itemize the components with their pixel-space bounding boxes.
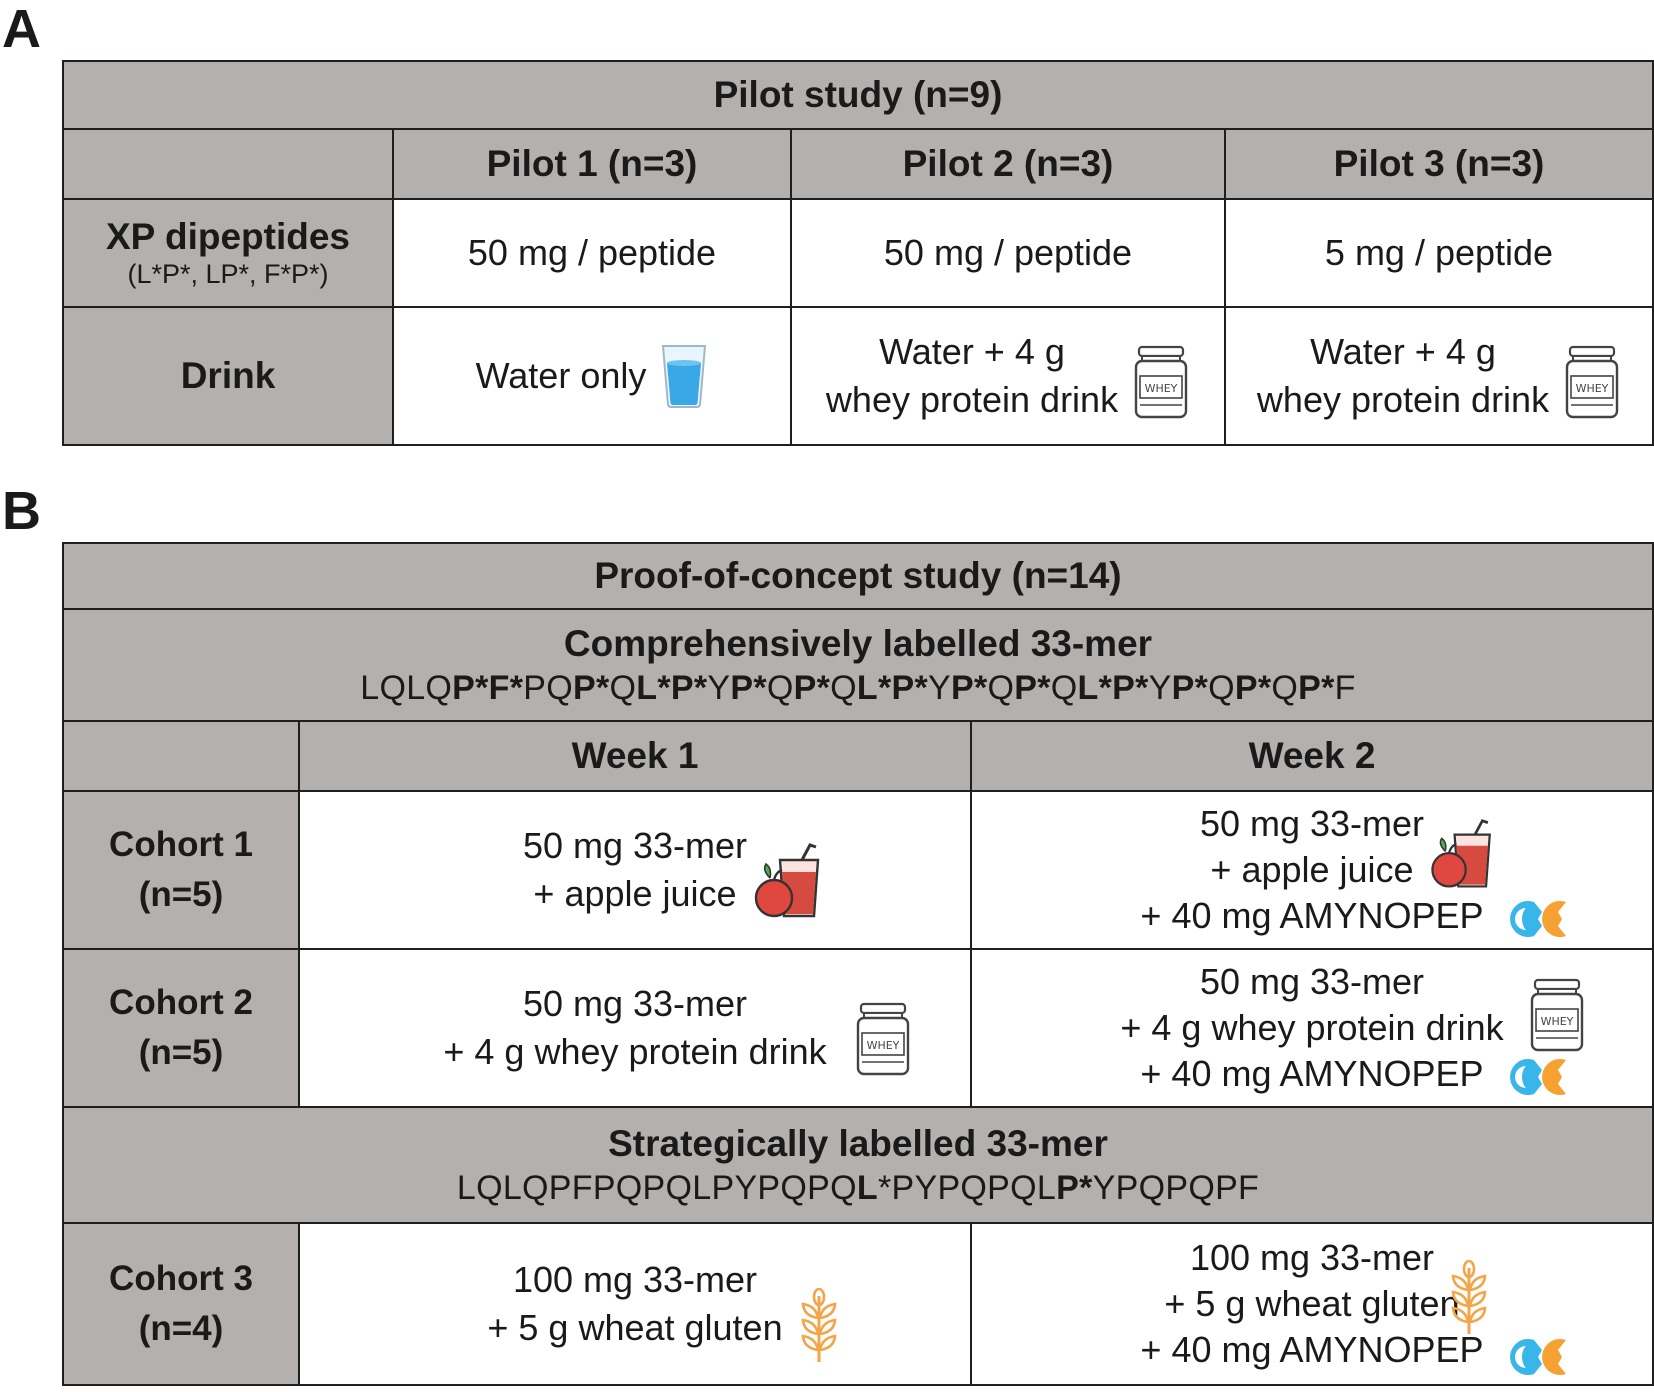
cohort-1-n: (n=5) [138,875,224,914]
sequence-segment: Q [1050,668,1078,707]
sequence-segment: *PYPQPQL [877,1168,1057,1207]
xp-dipeptides-label [62,198,394,308]
cohort-1-name: Cohort 1 [109,825,253,865]
cohort-3-week-1-line2: + 5 g wheat gluten [487,1307,783,1348]
apple-juice-icon [1428,818,1496,904]
pilot-corner-cell [62,128,394,200]
sequence-segment: Q [1271,668,1299,707]
comprehensive-33mer-header [62,608,1654,722]
cohort-3-week-2-line2: + 5 g wheat gluten [1164,1282,1460,1324]
cohort-2-name: Cohort 2 [109,983,253,1023]
pilot-study-title: Pilot study (n=9) [62,60,1654,130]
cohort-1-week-1-line1: 50 mg 33-mer [522,824,748,866]
sequence-segment: PQ [523,668,574,707]
sequence-segment: LQLQ [360,668,453,707]
cohort-2-n: (n=5) [138,1033,224,1072]
strategic-33mer-sequence [457,1167,1259,1210]
panel-label-b: B [2,481,41,541]
xp-dipeptides-list: (L*P*, LP*, F*P*) [127,258,329,289]
sequence-segment: Q [830,668,857,707]
cohort-2-week-2 [970,948,1654,1108]
wheat-icon [1448,1260,1490,1348]
sequence-segment: Q [987,668,1015,707]
sequence-segment: F [1334,668,1356,707]
week-corner-cell [62,720,300,792]
cohort-3-label [62,1222,300,1386]
pilot-1-drink [392,306,792,446]
cohort-3-week-1-line1: 100 mg 33-mer [512,1258,758,1300]
strategic-33mer-header [62,1106,1654,1224]
labelled-residue: P* [1171,668,1209,707]
pilot-1-dose: 50 mg / peptide [392,198,792,308]
sequence-segment: Y [1148,668,1172,707]
drink-label: Drink [62,306,394,446]
amynopep-pills-icon [1504,896,1584,954]
pilot-2-dose: 50 mg / peptide [790,198,1226,308]
labelled-residue: L*P* [856,668,929,707]
poc-study-title: Proof-of-concept study (n=14) [62,542,1654,610]
water-glass-icon [660,343,708,409]
labelled-residue: P* [1298,668,1335,707]
week-2-header: Week 2 [970,720,1654,792]
cohort-1-week-1 [298,790,972,950]
cohort-2-week-2-line3: + 40 mg AMYNOPEP [1140,1053,1484,1095]
cohort-3-week-2-line1: 100 mg 33-mer [1189,1236,1435,1278]
pilot-1-header: Pilot 1 (n=3) [392,128,792,200]
comprehensive-33mer-sequence [360,667,1356,710]
sequence-segment: YPQPQPF [1092,1168,1260,1207]
wheat-icon [798,1288,840,1376]
cohort-3-week-2 [970,1222,1654,1386]
amynopep-pills-icon [1504,1334,1584,1392]
labelled-residue: P* [1056,1168,1093,1207]
apple-juice-icon [752,842,824,934]
whey-jar-icon [1132,345,1190,421]
cohort-1-week-2-line2: + apple juice [1210,848,1414,890]
whey-jar-icon [1528,978,1586,1066]
whey-jar-label: WHEY [866,1039,900,1052]
pilot-2-drink-line2: whey protein drink [825,379,1119,420]
cohort-1-week-2-line3: + 40 mg AMYNOPEP [1140,895,1484,937]
labelled-residue: P* [793,668,831,707]
labelled-residue: P*F* [452,668,524,707]
cohort-2-week-1-line1: 50 mg 33-mer [522,982,748,1024]
whey-jar-label: WHEY [1540,1015,1574,1028]
cohort-2-label [62,948,300,1108]
panel-label-a: A [2,0,41,59]
pilot-1-drink-text: Water only [475,354,647,396]
labelled-residue: P* [573,668,610,707]
cohort-1-label [62,790,300,950]
strategic-33mer-title: Strategically labelled 33-mer [608,1122,1108,1164]
sequence-segment: Y [707,668,731,707]
sequence-segment: Q [1208,668,1235,707]
pilot-3-drink-line1: Water + 4 g [1310,331,1496,373]
week-1-header: Week 1 [298,720,972,792]
pilot-3-drink [1224,306,1654,446]
labelled-residue: P* [730,668,767,707]
pilot-3-header: Pilot 3 (n=3) [1224,128,1654,200]
labelled-residue: L [856,1168,878,1207]
cohort-1-week-2-line1: 50 mg 33-mer [1199,802,1425,844]
cohort-3-name: Cohort 3 [109,1259,253,1299]
amynopep-pills-icon [1504,1054,1584,1112]
cohort-3-n: (n=4) [138,1309,224,1348]
labelled-residue: L*P* [1077,668,1149,707]
whey-jar-label: WHEY [1575,382,1609,395]
cohort-3-week-2-line3: + 40 mg AMYNOPEP [1140,1329,1484,1371]
pilot-3-drink-line2: whey protein drink [1256,379,1550,420]
labelled-residue: P* [951,668,988,707]
whey-jar-label: WHEY [1144,382,1178,395]
sequence-segment: Q [766,668,794,707]
xp-dipeptides-title: XP dipeptides [106,216,350,258]
labelled-residue: P* [1014,668,1051,707]
sequence-segment: Y [928,668,951,707]
cohort-2-week-2-line2: + 4 g whey protein drink [1120,1006,1504,1048]
labelled-residue: L*P* [636,668,708,707]
pilot-2-drink-line1: Water + 4 g [879,331,1065,373]
cohort-1-week-2 [970,790,1654,950]
cohort-2-week-2-line1: 50 mg 33-mer [1199,960,1425,1002]
pilot-2-header: Pilot 2 (n=3) [790,128,1226,200]
labelled-residue: P* [1234,668,1272,707]
whey-jar-icon [1563,345,1621,421]
sequence-segment: Q [609,668,637,707]
cohort-1-week-1-line2: + apple juice [533,873,737,914]
cohort-2-week-1 [298,948,972,1108]
cohort-2-week-1-line2: + 4 g whey protein drink [443,1031,827,1072]
cohort-3-week-1 [298,1222,972,1386]
pilot-3-dose: 5 mg / peptide [1224,198,1654,308]
sequence-segment: LQLQPFPQPQLPYPQPQ [456,1168,857,1207]
whey-jar-icon [854,1002,912,1090]
comprehensive-33mer-title: Comprehensively labelled 33-mer [563,622,1153,664]
pilot-2-drink [790,306,1226,446]
